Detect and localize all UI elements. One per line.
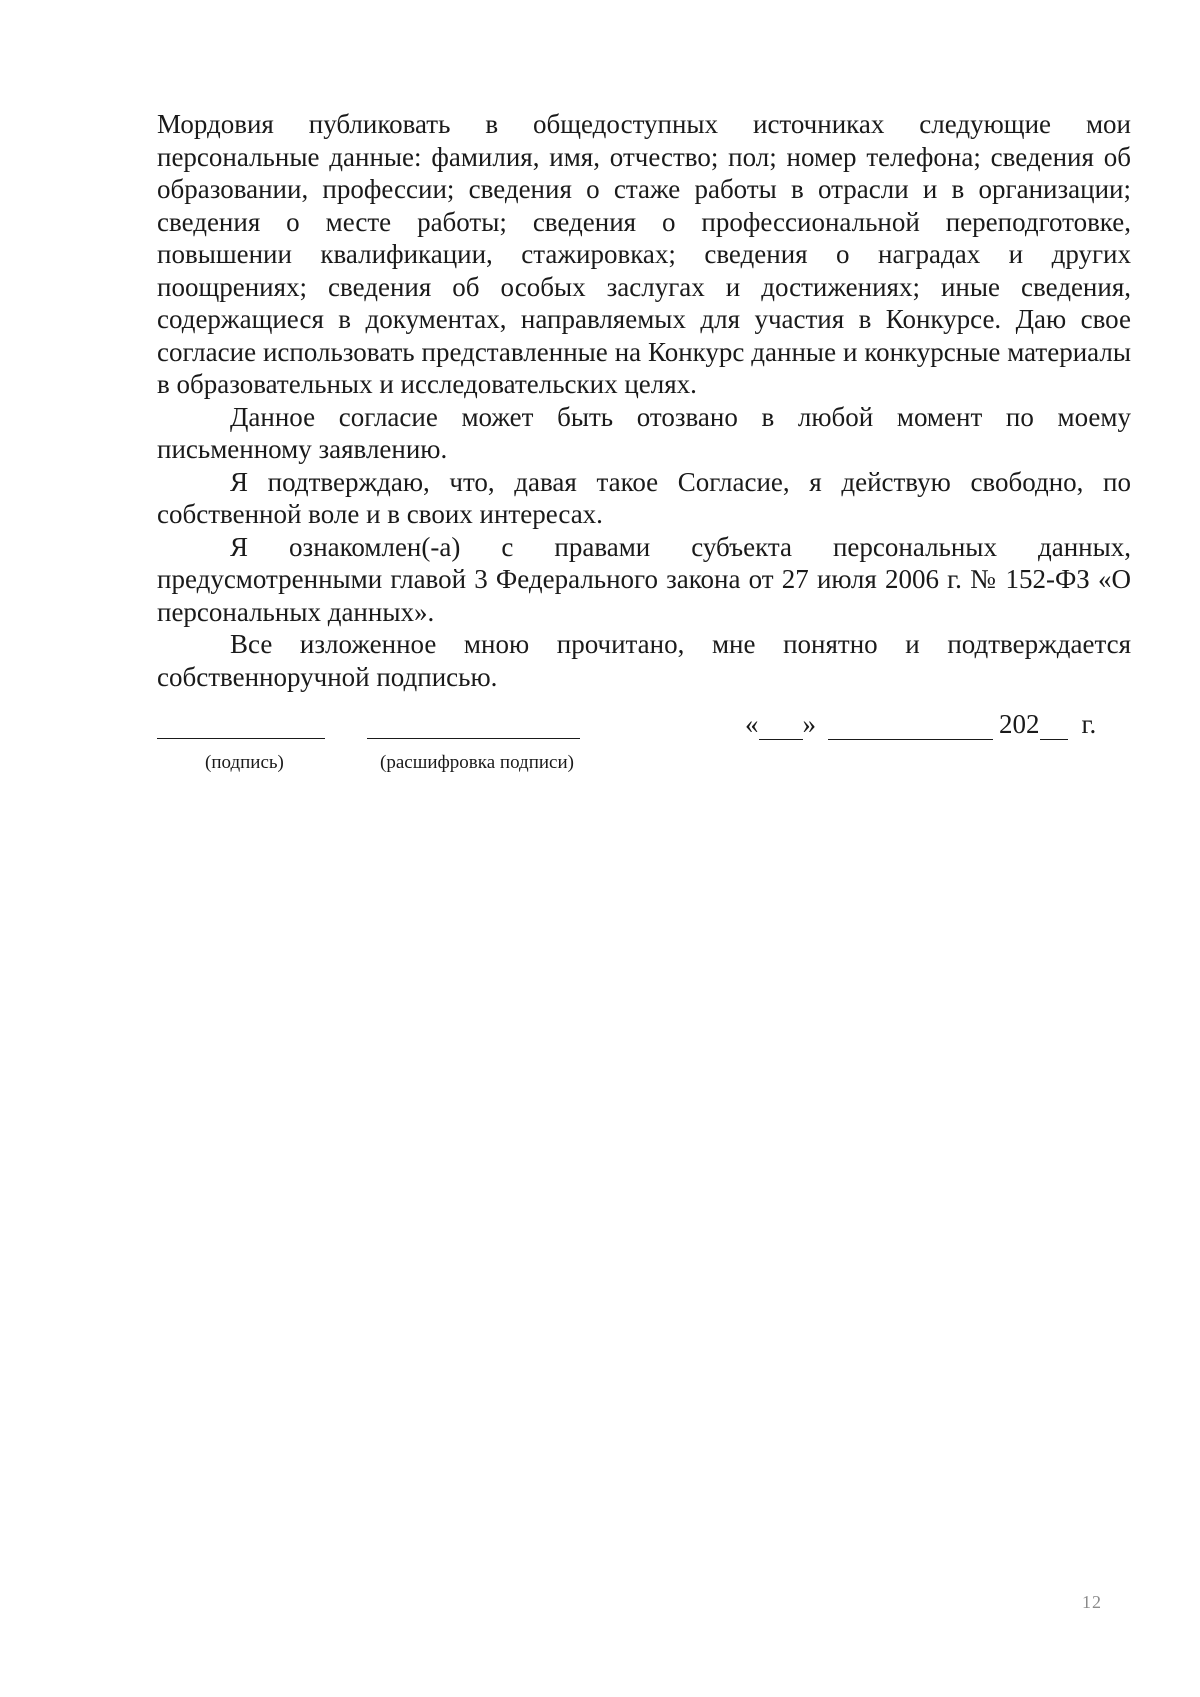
paragraph-consent-publication: Мордовия публиковать в общедоступных источниках следующие мои персональные данные: фамилия, имя, отчество; пол; номер телефона; сведения об образовании, профессии; сведения о стаже работы в отрасли и в организации; сведения о месте работы; сведения о профессиональной переподготовке, повышении квалификации, стажировках; сведения о наградах и других поощрениях; сведения об особых заслугах и достижениях; иные сведения, содержащиеся в документах, направляемых для участия в Конкурсе. Даю свое согласие использовать представленные на Конкурс данные и конкурсные материалы в образовательных и исследовательских целях. <box>157 109 1131 399</box>
date-day-blank <box>759 715 803 740</box>
signature-decode-caption: (расшифровка подписи) <box>380 752 574 773</box>
signature-row <box>0 708 1200 748</box>
signature-decode-line <box>367 738 580 739</box>
paragraph-signature-statement: Все изложенное мною прочитано, мне понятно и подтверждается собственноручной подписью. <box>157 629 1131 692</box>
document-body <box>157 108 1131 693</box>
date-year-blank <box>1040 715 1068 740</box>
signature-line <box>157 738 325 739</box>
paragraph-withdrawal: Данное согласие может быть отозвано в любой момент по моему письменному заявлению. <box>157 401 1131 464</box>
date-field <box>745 708 1096 748</box>
paragraph-confirmation: Я подтверждаю, что, давая такое Согласие, я действую свободно, по собственной воле и в своих интересах. <box>157 466 1131 529</box>
date-month-blank <box>828 715 993 740</box>
page-number: 12 <box>1082 1592 1102 1612</box>
signature-caption: (подпись) <box>205 752 284 773</box>
date-year-suffix: г. <box>1081 709 1097 739</box>
date-open-quote: « <box>745 709 759 739</box>
date-year-prefix: 202 <box>999 709 1040 739</box>
date-close-quote: » <box>802 709 816 739</box>
paragraph-rights: Я ознакомлен(-а) с правами субъекта персональных данных, предусмотренными главой 3 Федерального закона от 27 июля 2006 г. № 152-ФЗ «О персональных данных». <box>157 531 1131 627</box>
